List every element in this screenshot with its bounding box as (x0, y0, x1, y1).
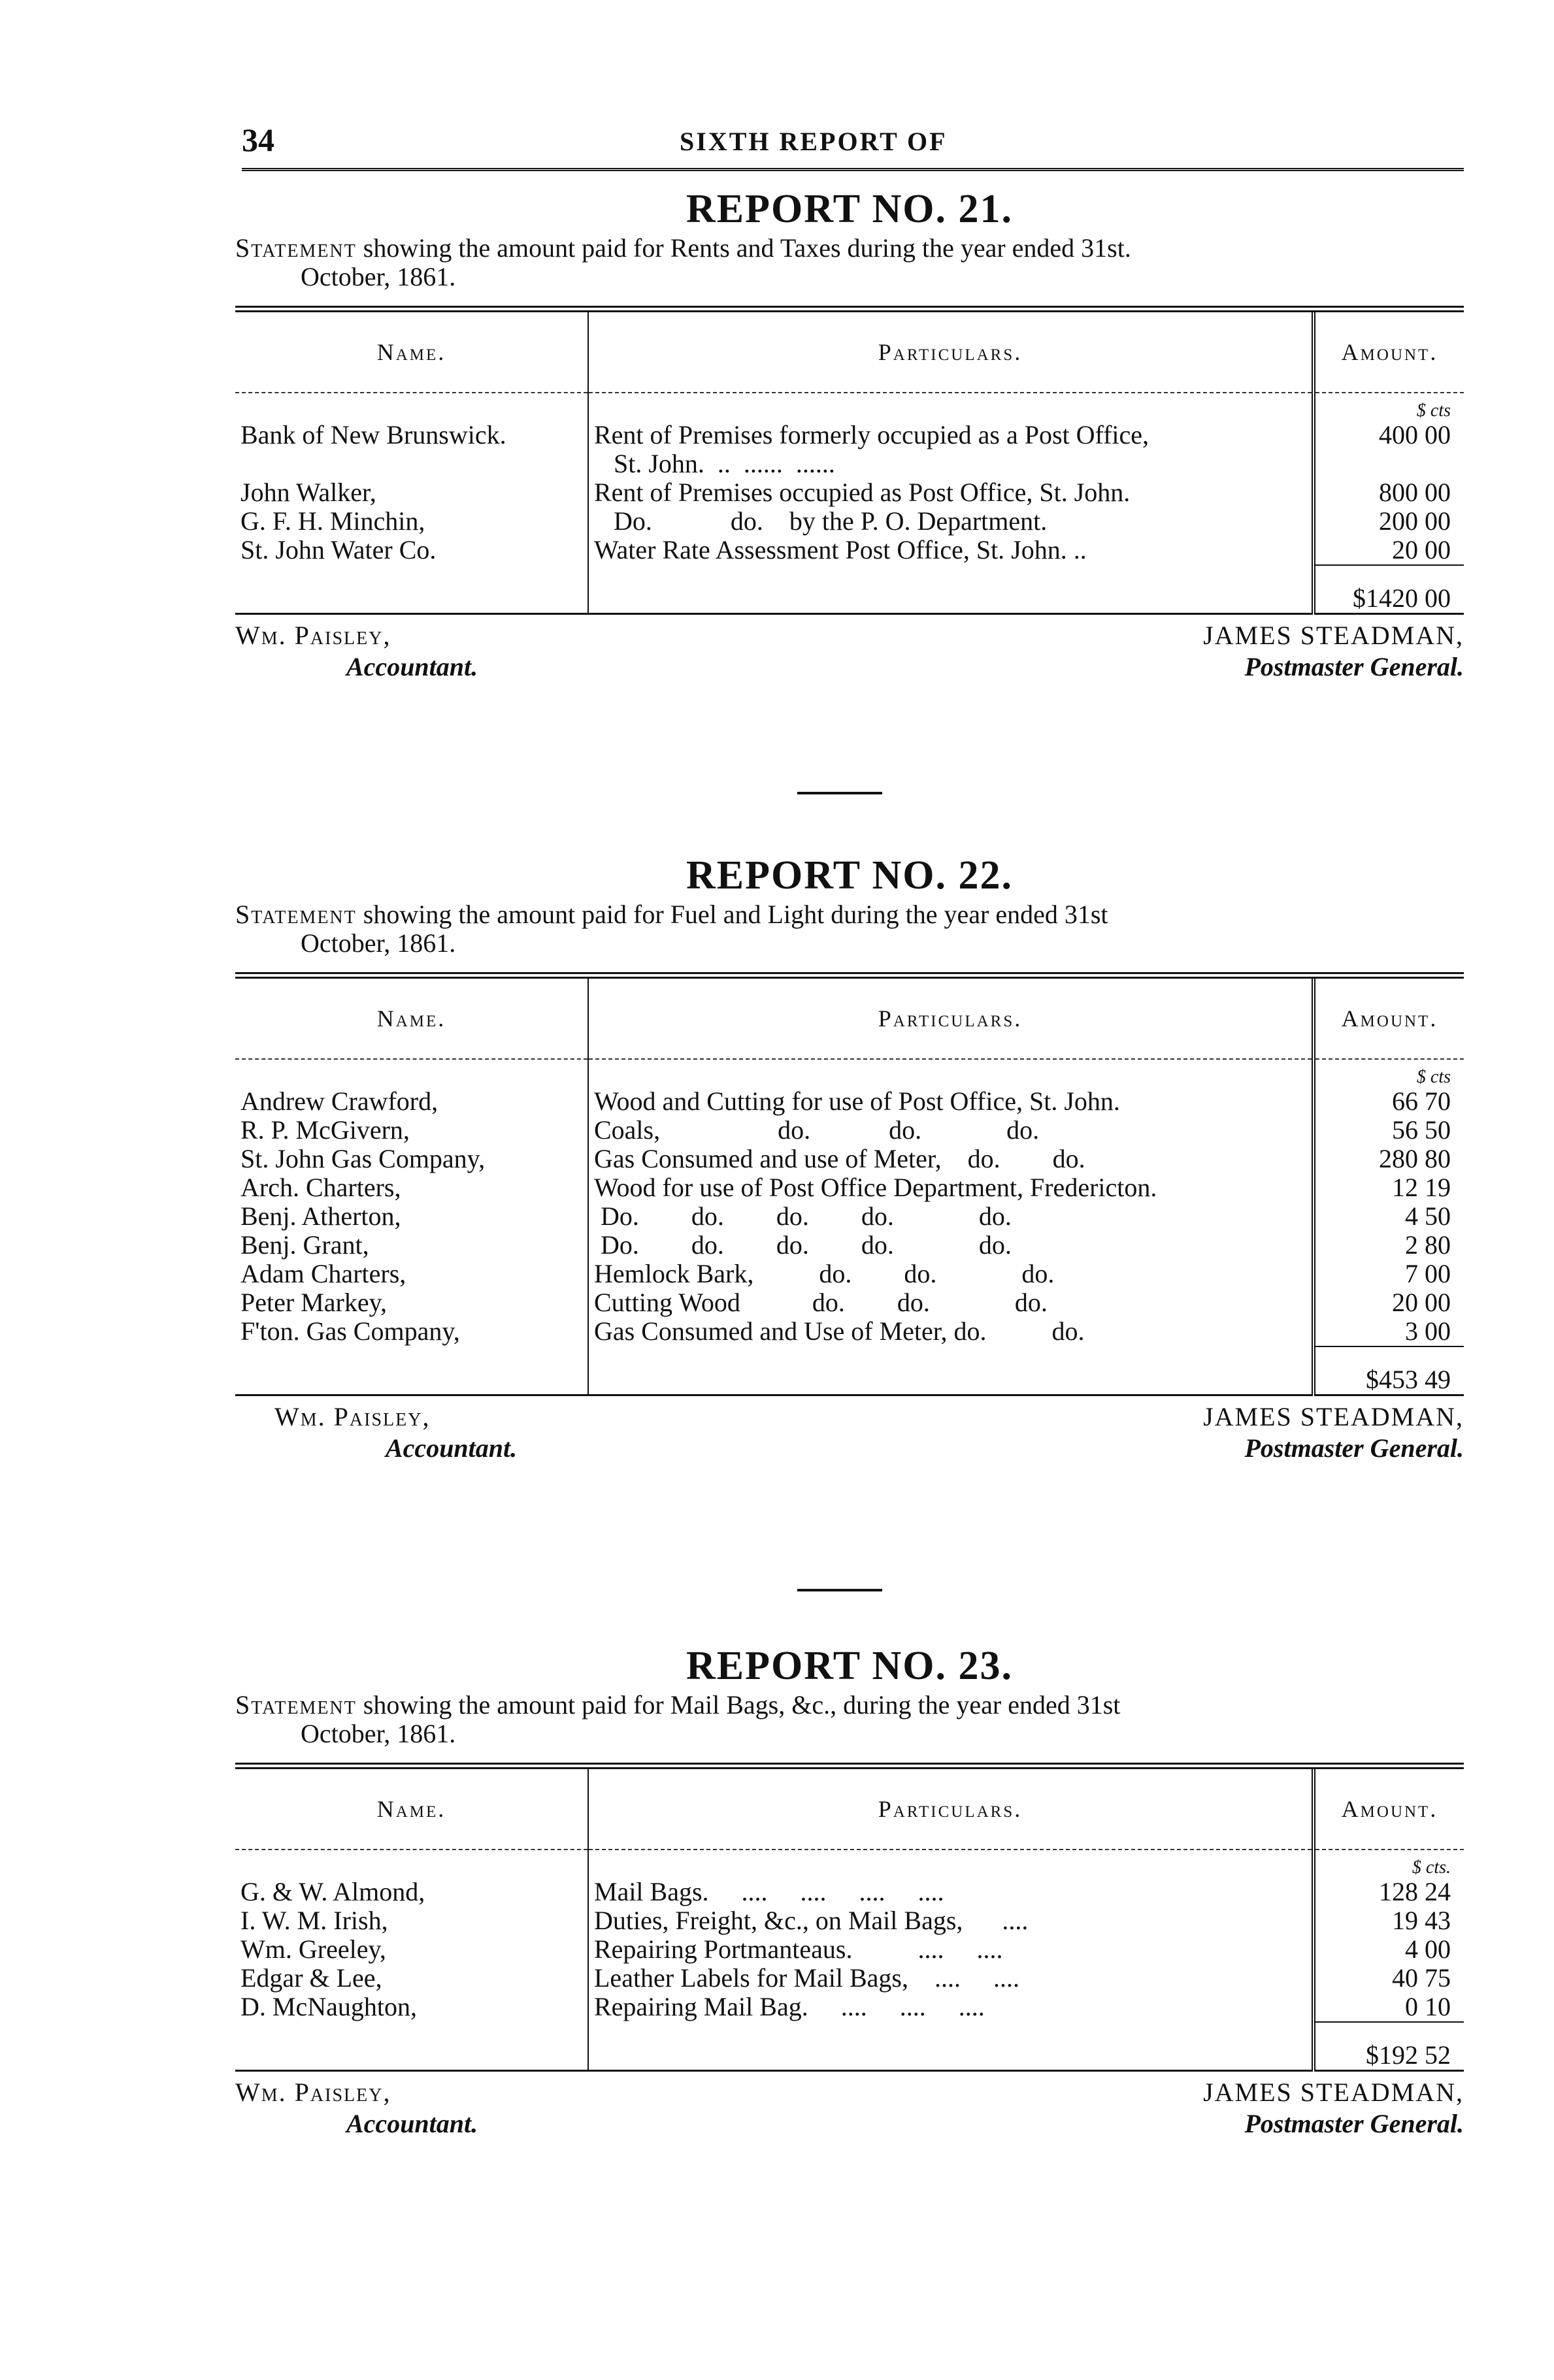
total-amount: $1420 00 (1314, 565, 1464, 614)
postmaster-role: Postmaster General. (1244, 2109, 1464, 2138)
statement-date: October, 1861. (301, 262, 456, 291)
accountant-name: Wm. Paisley, (235, 2078, 391, 2107)
table-row (235, 1202, 1464, 1231)
row-name: St. John Water Co. (240, 536, 437, 564)
row-particulars: Wood and Cutting for use of Post Office, St. John. (588, 1087, 1314, 1116)
accountant-signature (235, 2077, 478, 2140)
column-header-amount: Amount. (1314, 979, 1464, 1059)
accountant-role: Accountant. (346, 652, 478, 681)
row-amount: 128 24 (1314, 1878, 1464, 1906)
table-row (235, 1317, 1464, 1346)
column-header-name: Name. (235, 1769, 588, 1850)
page-header (235, 121, 1464, 173)
units-label: $ cts. (1314, 1850, 1464, 1878)
section-separator (797, 1589, 882, 1591)
row-name: St. John Gas Company, (240, 1145, 486, 1173)
row-particulars: Duties, Freight, &c., on Mail Bags, .... (588, 1906, 1314, 1935)
row-name: Adam Charters, (240, 1260, 406, 1288)
report-23 (235, 1641, 1464, 2155)
row-particulars: Repairing Mail Bag. .... .... .... (588, 1993, 1314, 2022)
row-amount: 4 00 (1314, 1935, 1464, 1964)
column-header-amount: Amount. (1314, 312, 1464, 393)
report-22 (235, 851, 1464, 1480)
row-name: G. F. H. Minchin, (240, 507, 425, 536)
row-particulars: St. John. .. ...... ...... (588, 449, 1314, 478)
accountant-signature (274, 1401, 517, 1464)
row-particulars: Coals, do. do. do. (588, 1116, 1314, 1145)
postmaster-name: JAMES STEADMAN, (1203, 2078, 1464, 2107)
table-row (235, 536, 1464, 565)
statement-text: showing the amount paid for Mail Bags, &c., during the year ended 31st (363, 1690, 1121, 1720)
statement-lead: Statement (235, 1690, 357, 1720)
row-name: I. W. M. Irish, (240, 1906, 388, 1935)
table-row (235, 1173, 1464, 1202)
row-particulars: Repairing Portmanteaus. .... .... (588, 1935, 1314, 1964)
table-row (235, 1878, 1464, 1906)
row-amount: 4 50 (1314, 1202, 1464, 1231)
accountant-name: Wm. Paisley, (274, 1402, 431, 1431)
row-particulars: Do. do. do. do. do. (588, 1231, 1314, 1260)
report-title: REPORT NO. 21. (686, 187, 1014, 231)
row-amount: 0 10 (1314, 1993, 1464, 2022)
row-amount: 800 00 (1314, 478, 1464, 507)
postmaster-signature (1133, 2077, 1464, 2140)
statement-lead: Statement (235, 233, 357, 263)
row-name: R. P. McGivern, (240, 1116, 410, 1145)
total-amount: $453 49 (1314, 1346, 1464, 1395)
statement (235, 1691, 1464, 1748)
statement-text: showing the amount paid for Fuel and Light during the year ended 31st (363, 900, 1108, 929)
statement-lead: Statement (235, 900, 357, 929)
postmaster-signature (1133, 620, 1464, 683)
table-row (235, 1964, 1464, 1993)
row-amount: 7 00 (1314, 1260, 1464, 1288)
row-particulars: Cutting Wood do. do. do. (588, 1288, 1314, 1317)
table-row (235, 1231, 1464, 1260)
ledger-table (235, 306, 1464, 615)
table-row (235, 1993, 1464, 2022)
row-amount: 20 00 (1314, 1288, 1464, 1317)
column-header-particulars: Particulars. (588, 979, 1314, 1059)
postmaster-name: JAMES STEADMAN, (1203, 621, 1464, 650)
statement-text: showing the amount paid for Rents and Taxes during the year ended 31st. (363, 233, 1131, 263)
row-particulars: Rent of Premises occupied as Post Office, St. John. (588, 478, 1314, 507)
total-amount: $192 52 (1314, 2022, 1464, 2071)
row-particulars: Gas Consumed and use of Meter, do. do. (588, 1145, 1314, 1173)
row-amount: 56 50 (1314, 1116, 1464, 1145)
row-name: Peter Markey, (240, 1288, 387, 1317)
column-header-particulars: Particulars. (588, 1769, 1314, 1850)
postmaster-name: JAMES STEADMAN, (1203, 1402, 1464, 1431)
report-title: REPORT NO. 22. (686, 853, 1014, 898)
statement (235, 900, 1464, 958)
report-title: REPORT NO. 23. (686, 1644, 1014, 1688)
row-amount: 3 00 (1314, 1317, 1464, 1346)
row-name: Benj. Grant, (240, 1231, 369, 1260)
table-row (235, 1116, 1464, 1145)
accountant-name: Wm. Paisley, (235, 621, 391, 650)
table-row (235, 1935, 1464, 1964)
table-row (235, 449, 1464, 478)
row-amount: 280 80 (1314, 1145, 1464, 1173)
running-title: SIXTH REPORT OF (680, 127, 948, 156)
row-particulars: Leather Labels for Mail Bags, .... .... (588, 1964, 1314, 1993)
column-header-particulars: Particulars. (588, 312, 1314, 393)
section-separator (797, 792, 882, 794)
row-name: D. McNaughton, (240, 1993, 417, 2021)
row-amount (1314, 449, 1464, 478)
row-particulars: Wood for use of Post Office Department, Fredericton. (588, 1173, 1314, 1202)
table-row (235, 507, 1464, 536)
row-name: Wm. Greeley, (240, 1935, 386, 1964)
table-row (235, 1260, 1464, 1288)
page-number: 34 (242, 122, 274, 158)
row-amount: 19 43 (1314, 1906, 1464, 1935)
row-name: Edgar & Lee, (240, 1964, 382, 1993)
units-label: $ cts (1314, 393, 1464, 421)
row-amount: 12 19 (1314, 1173, 1464, 1202)
table-row (235, 421, 1464, 449)
accountant-signature (235, 620, 478, 683)
units-label: $ cts (1314, 1059, 1464, 1087)
table-row (235, 1145, 1464, 1173)
statement (235, 234, 1464, 291)
column-header-name: Name. (235, 312, 588, 393)
accountant-role: Accountant. (386, 1433, 518, 1463)
column-header-amount: Amount. (1314, 1769, 1464, 1850)
table-row (235, 478, 1464, 507)
column-header-name: Name. (235, 979, 588, 1059)
row-name: Bank of New Brunswick. (240, 421, 506, 449)
row-particulars: Do. do. do. do. do. (588, 1202, 1314, 1231)
table-row (235, 1288, 1464, 1317)
row-amount: 200 00 (1314, 507, 1464, 536)
row-particulars: Water Rate Assessment Post Office, St. John. .. (588, 536, 1314, 565)
row-particulars: Gas Consumed and Use of Meter, do. do. (588, 1317, 1314, 1346)
ledger-table (235, 972, 1464, 1396)
row-name: F'ton. Gas Company, (240, 1317, 460, 1346)
table-row (235, 1906, 1464, 1935)
accountant-role: Accountant. (346, 2109, 478, 2138)
signatures (235, 2077, 1464, 2155)
statement-date: October, 1861. (301, 1719, 456, 1748)
row-particulars: Do. do. by the P. O. Department. (588, 507, 1314, 536)
signatures (235, 1401, 1464, 1480)
signatures (235, 620, 1464, 698)
row-name: Arch. Charters, (240, 1173, 401, 1202)
row-particulars: Rent of Premises formerly occupied as a Post Office, (588, 421, 1314, 449)
header-rule (242, 168, 1464, 171)
report-21 (235, 184, 1464, 698)
statement-date: October, 1861. (301, 928, 456, 958)
postmaster-signature (1133, 1401, 1464, 1464)
row-amount: 2 80 (1314, 1231, 1464, 1260)
row-amount: 66 70 (1314, 1087, 1464, 1116)
ledger-table (235, 1763, 1464, 2072)
row-particulars: Mail Bags. .... .... .... .... (588, 1878, 1314, 1906)
postmaster-role: Postmaster General. (1244, 1433, 1464, 1463)
table-row (235, 1087, 1464, 1116)
row-name: Andrew Crawford, (240, 1087, 438, 1116)
row-name: John Walker, (240, 478, 376, 507)
postmaster-role: Postmaster General. (1244, 652, 1464, 681)
row-amount: 40 75 (1314, 1964, 1464, 1993)
row-particulars: Hemlock Bark, do. do. do. (588, 1260, 1314, 1288)
row-name (235, 449, 588, 478)
row-name: G. & W. Almond, (240, 1878, 425, 1906)
row-name: Benj. Atherton, (240, 1202, 401, 1231)
row-amount: 20 00 (1314, 536, 1464, 565)
row-amount: 400 00 (1314, 421, 1464, 449)
